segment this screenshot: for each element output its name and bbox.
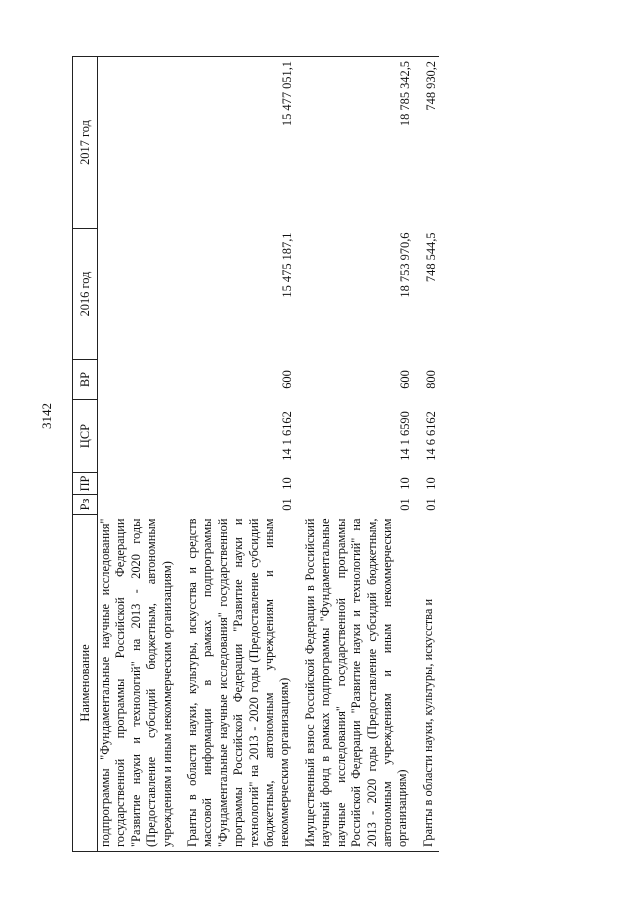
row-vr: 800 [423,370,438,389]
row-2017 [98,57,179,229]
row-vr: 600 [280,370,295,389]
header-csr: ЦСР [73,400,98,473]
budget-table-container [72,57,588,852]
row-2016: 18 753 970,6 [398,232,413,298]
header-name: Наименование [73,515,98,852]
row-pr: 10 [423,477,438,490]
row-2016: 15 475 187,1 [280,232,295,298]
row-pr: 10 [280,477,295,490]
page-number: 3142 [39,403,54,429]
table-row [178,57,296,852]
row-rz [98,495,179,515]
budget-table [72,56,439,852]
row-pr [98,473,179,495]
row-name: Гранты в области науки, культуры, искусства и [414,515,439,852]
row-csr [98,400,179,473]
header-2017: 2017 год [73,57,98,229]
row-rz: 01 [280,498,295,511]
table-row [296,57,414,852]
row-csr: 14 6 6162 [423,411,438,461]
header-vr: ВР [73,360,98,400]
table-row [98,57,179,852]
header-pr: ПР [73,473,98,495]
row-2016 [98,229,179,360]
row-2016: 748 544,5 [423,232,438,283]
row-rz: 01 [398,498,413,511]
row-2017: 18 785 342,5 [296,57,414,229]
row-pr: 10 [398,477,413,490]
table-row [414,57,439,852]
row-name: Имущественный взнос Российской Федерации в Российский научный фонд в рамках подпрограммы "Фундаментальные научные исследования" государственной программы Российской Федерации "Развитие науки и технологий" на 2013 - 2020 годы (Предоставление субсидий бюджетным, автономным учреждениям и иным некоммерческим организациям) [296,515,414,852]
row-csr: 14 1 6162 [280,411,295,461]
row-name: Гранты в области науки, культуры, искусства и средств массовой информации в рамках подпрограммы "Фундаментальные научные исследования" государственной программы Российской Федерации "Развитие науки и технологий" на 2013 - 2020 годы (Предоставление субсидий бюджетным, автономным учреждениям и иным некоммерческим организациям) [178,515,296,852]
header-rz: Рз [73,495,98,515]
row-vr: 600 [398,370,413,389]
row-name: подпрограммы "Фундаментальные научные исследования" государственной программы Российской Федерации "Развитие науки и технологий" на 2013 - 2020 годы (Предоставление субсидий бюджетным, автономным учреждениям и иным некоммерческим организациям) [98,515,179,852]
header-2016: 2016 год [73,229,98,360]
row-vr [98,360,179,400]
row-2017: 748 930,2 [414,57,439,229]
table-header-row [73,57,98,852]
row-rz: 01 [423,498,438,511]
row-2017: 15 477 051,1 [178,57,296,229]
row-csr: 14 1 6590 [398,411,413,461]
